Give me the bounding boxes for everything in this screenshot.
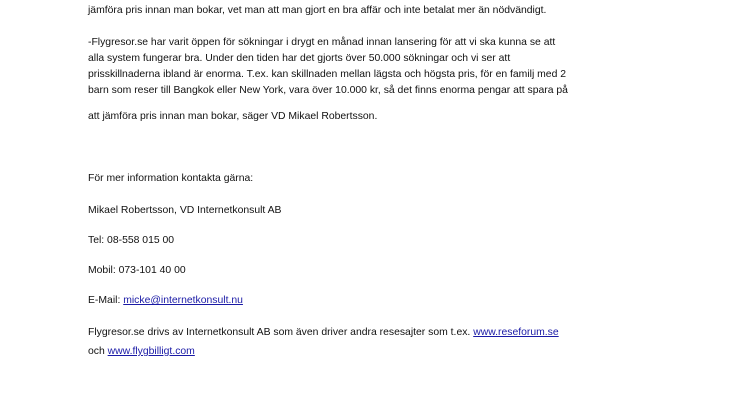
contact-mobile: Mobil: 073-101 40 00 xyxy=(88,265,186,276)
contact-intro: För mer information kontakta gärna: xyxy=(88,173,254,184)
footer-text: Flygresor.se drivs av Internetkonsult AB som även driver andra resesajter som t.ex. xyxy=(88,327,474,338)
footer-prefix: och xyxy=(88,346,108,357)
paragraph2-line3: prisskillnaderna ibland är enorma. T.ex. kan skillnaden mellan lägsta och högsta pris, för en familj med 2 xyxy=(88,69,567,80)
flygbilligt-link[interactable]: www.flygbilligt.com xyxy=(107,346,195,357)
contact-name: Mikael Robertsson, VD Internetkonsult AB xyxy=(88,205,282,216)
paragraph2-line4: barn som reser till Bangkok eller New York, vara över 10.000 kr, så det finns enorma pengar att spara på xyxy=(88,85,568,96)
paragraph2-line2: alla system fungerar bra. Under den tiden har det gjorts över 50.000 sökningar och vi ser att xyxy=(88,53,511,64)
footer-line2 xyxy=(88,345,195,358)
paragraph2-line5: att jämföra pris innan man bokar, säger VD Mikael Robertsson. xyxy=(88,111,378,122)
email-link[interactable]: micke@internetkonsult.nu xyxy=(123,295,243,306)
footer-line1 xyxy=(88,326,559,339)
paragraph2-line1: -Flygresor.se har varit öppen för sökningar i drygt en månad innan lansering för att vi ska kunna se att xyxy=(88,37,556,48)
email-label: E-Mail: xyxy=(88,295,124,306)
paragraph1-line1: jämföra pris innan man bokar, vet man att man gjort en bra affär och inte betalat mer än nödvändigt. xyxy=(88,5,547,16)
contact-tel: Tel: 08-558 015 00 xyxy=(88,235,175,246)
contact-email-line xyxy=(88,294,243,307)
reseforum-link[interactable]: www.reseforum.se xyxy=(473,327,559,338)
